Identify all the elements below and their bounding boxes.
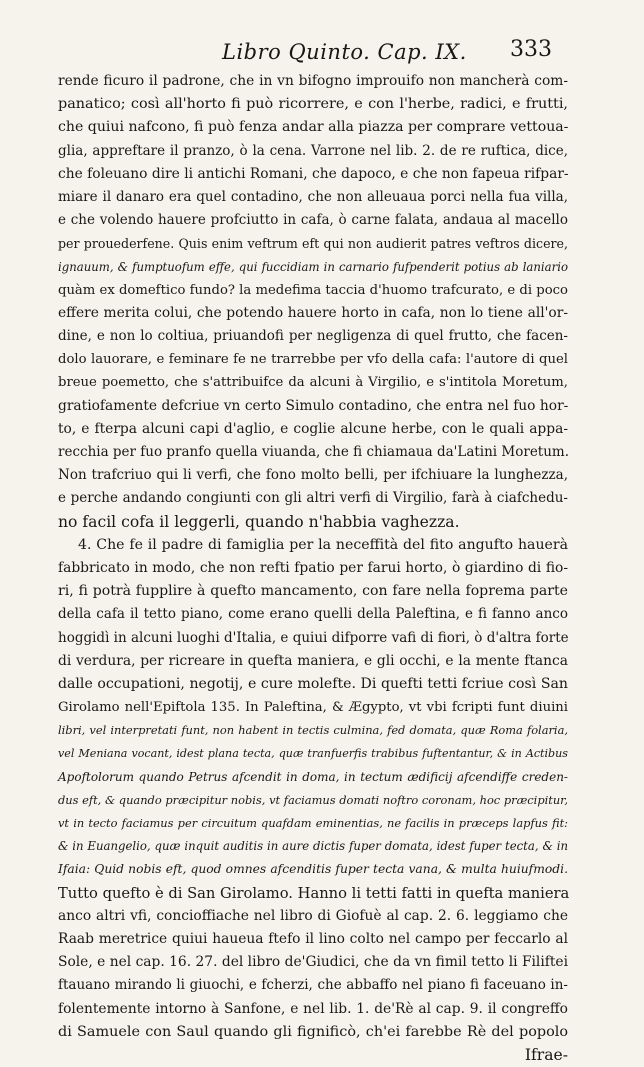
text-line: recchia per fuo pranfo quella viuanda, che fi chiamaua da'Latini Moretum.: [58, 444, 570, 460]
latin-quote-line: ignauum, & fumptuofum effe, qui fuccidiam in carnario fufpenderit potius ab laniario: [58, 259, 568, 274]
text-line: e che volendo hauere profciutto in cafa, ò carne falata, andaua al macello: [58, 212, 568, 229]
text-line: fabbricato in modo, che non refti fpatio per farui horto, ò giardino di fio-: [58, 559, 568, 576]
text-line: rende ficuro il padrone, che in vn bifogno improuifo non mancherà com-: [58, 73, 568, 89]
text-line: dine, e non lo coltiua, priuandofi per negligenza di quel frutto, che facen-: [58, 328, 568, 345]
text-line: della cafa il tetto piano, come erano quelli della Paleftina, e fi fanno anco: [58, 606, 568, 623]
text-line: glia, appreftare il pranzo, ò la cena. Varrone nel lib. 2. de re ruftica, dice,: [58, 142, 568, 159]
text-line: hoggidì in alcuni luoghi d'Italia, e quiui difporre vafi di fiori, ò d'altra forte: [58, 629, 569, 646]
text-line: dalle occupationi, negotij, e cure molefte. Di quefti tetti fcriue così San: [58, 675, 568, 692]
paragraph-end-line: no facil cofa il leggerli, quando n'habbia vaghezza.: [58, 512, 460, 531]
text-line: di verdura, per ricreare in quefta maniera, e gli occhi, e la mente ftanca: [58, 652, 568, 669]
latin-quote-line: vt in tecto faciamus per circuitum quafdam eminentias, ne facilis in præceps lapfus fit:: [58, 816, 568, 830]
latin-quote-line: vel Meniana vocant, idest plana tecta, quæ tranfuerfis trabibus fuftentantur, & in Actibus: [58, 747, 568, 761]
text-line: gratiofamente defcriue vn certo Simulo contadino, che entra nel fuo hor-: [58, 397, 569, 414]
text-line: di Samuele con Saul quando gli fignificò, ch'ei farebbe Rè del popolo: [58, 1023, 568, 1040]
text-line: breue poemetto, che s'attribuifce da alcuni à Virgilio, e s'intitola Moretum,: [58, 375, 568, 391]
latin-quote-line: & in Euangelio, quæ inquit auditis in aure dictis fuper domata, idest fuper tecta, & in: [58, 839, 568, 854]
latin-quote-line: Ifaia: Quid nobis eft, quod omnes afcenditis fuper tecta vana, & multa huiufmodi.: [58, 862, 568, 877]
text-line: effere merita colui, che potendo hauere horto in cafa, non lo tiene all'or-: [58, 304, 568, 321]
text-line: to, e fterpa alcuni capi d'aglio, e coglie alcune herbe, con le quali appa-: [58, 420, 568, 437]
latin-quote-line: Apoftolorum quando Petrus afcendit in doma, in tectum ædificij afcendiffe creden-: [58, 769, 568, 784]
paragraph-4-start: 4. Che fe il padre di famiglia per la neceffità del fito angufto hauerà: [78, 536, 568, 553]
text-line: per prouederfene. Quis enim veftrum eft qui non audierit patres veftros dicere,: [58, 236, 568, 252]
text-line: folentemente intorno à Sanfone, e nel lib. 1. de'Rè al cap. 9. il congreffo: [58, 1000, 568, 1017]
page-header: [0, 18, 644, 64]
text-line: Girolamo nell'Epiftola 135. In Paleftina, & Ægypto, vt vbi fcripti funt diuini: [58, 700, 568, 716]
text-line: che foleuano dire li antichi Romani, che dapoco, e che non fapeua rifpar-: [58, 165, 569, 182]
running-title: Libro Quinto. Cap. IX.: [222, 40, 467, 64]
text-line: panatico; così all'horto fi può ricorrere, e con l'herbe, radici, e frutti,: [58, 96, 568, 113]
latin-quote-line: dus eft, & quando præcipitur nobis, vt faciamus domati noftro coronam, hoc præcipitur,: [58, 792, 568, 807]
catchword: Ifrae-: [524, 1045, 568, 1064]
text-line: dolo lauorare, e feminare fe ne trarrebbe per vfo della cafa: l'autore di quel: [58, 352, 568, 368]
text-line: che quiui nafcono, fi può fenza andar alla piazza per comprare vettoua-: [58, 119, 569, 136]
text-line: ri, fi potrà fupplire à quefto mancamento, con fare nella foprema parte: [58, 583, 568, 600]
text-line: miare il danaro era quel contadino, che non alleuaua porci nella fua villa,: [58, 188, 568, 205]
page-number: 333: [510, 37, 552, 62]
text-line: Tutto quefto è di San Girolamo. Hanno li tetti fatti in quefta maniera: [58, 884, 570, 902]
latin-quote-line: libri, vel interpretati funt, non habent in tectis culmina, fed domata, quæ Roma folaria,: [58, 723, 568, 738]
text-line: Non trafcriuo qui li verfi, che fono molto belli, per ifchiuare la lunghezza,: [58, 467, 568, 484]
body-text: [58, 70, 568, 1067]
text-line: anco altri vfi, concioffiache nel libro di Giofuè al cap. 2. 6. leggiamo che: [58, 907, 568, 924]
text-line: Raab meretrice quiui haueua ftefo il lino colto nel campo per feccarlo al: [58, 930, 568, 947]
text-line: e perche andando congiunti con gli altri verfi di Virgilio, farà à ciafchedu-: [58, 490, 568, 507]
text-line: Sole, e nel cap. 16. 27. del libro de'Giudici, che da vn fimil tetto li Filiftei: [58, 954, 568, 971]
text-line: ftauano mirando li giuochi, e fcherzi, che abbaffo nel piano fi faceuano in-: [58, 977, 568, 994]
text-line: quàm ex domeftico fundo? la medefima taccia d'huomo trafcurato, e di poco: [58, 282, 568, 298]
